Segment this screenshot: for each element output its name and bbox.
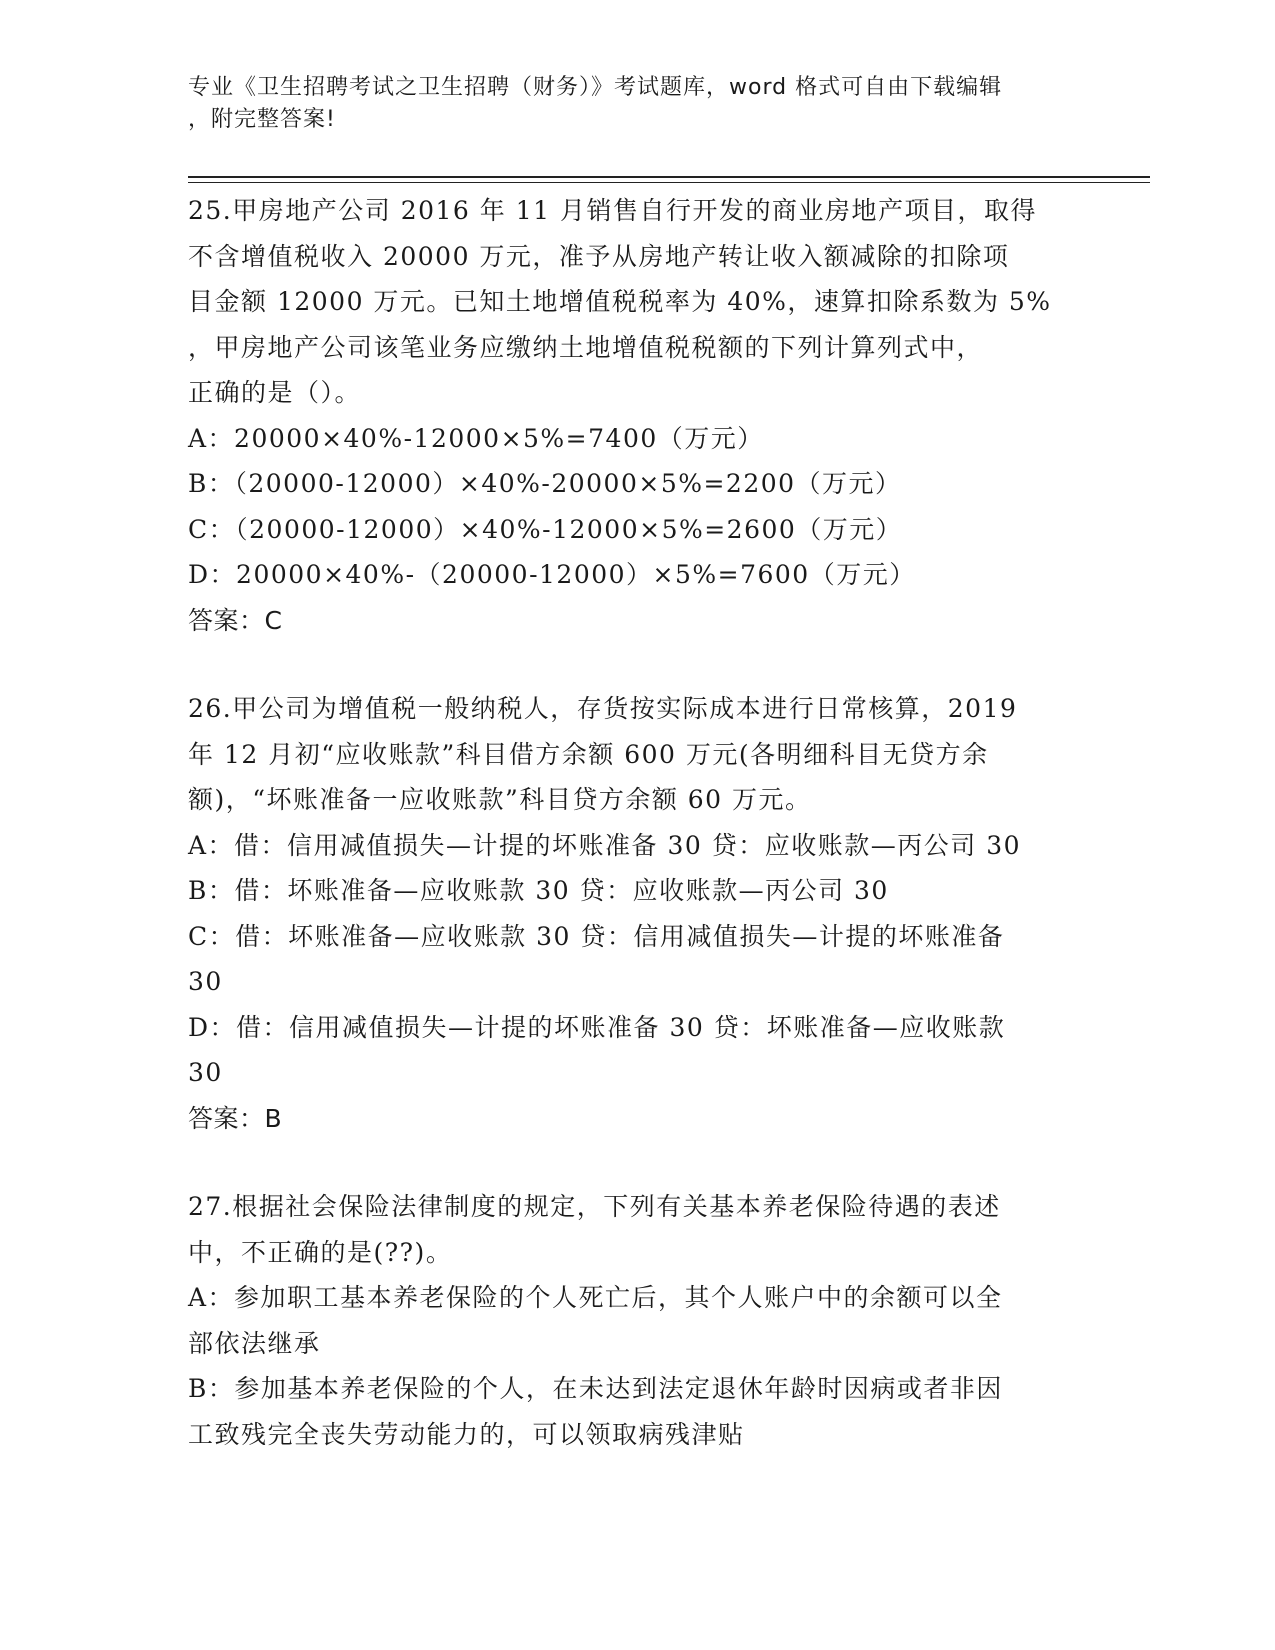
answer-line: 答案：B <box>188 1103 283 1133</box>
option-line: A：借：信用减值损失—计提的坏账准备 30 贷：应收账款—丙公司 30 <box>188 830 1022 860</box>
option-line: A：参加职工基本养老保险的个人死亡后，其个人账户中的余额可以全 <box>188 1283 1003 1312</box>
header-rule-thin <box>188 182 1150 183</box>
question-list <box>188 188 1088 1457</box>
question-block <box>188 188 1088 643</box>
header-line-2: ，附完整答案! <box>188 107 336 132</box>
option-line: D：20000×40%-（20000-12000）×5%=7600（万元） <box>188 560 916 589</box>
option-line: C：借：坏账准备—应收账款 30 贷：信用减值损失—计提的坏账准备 <box>188 921 1005 951</box>
header-rule-thick <box>188 176 1150 178</box>
question-stem-line: 额)，“坏账准备一应收账款”科目贷方余额 60 万元。 <box>188 785 812 814</box>
question-stem-line: ，甲房地产公司该笔业务应缴纳土地增值税税额的下列计算列式中， <box>188 332 984 362</box>
question-stem-line: 目金额 12000 万元。已知土地增值税税率为 40%，速算扣除系数为 5% <box>188 287 1052 316</box>
option-line: 工致残完全丧失劳动能力的，可以领取病残津贴 <box>188 1419 745 1449</box>
document-header <box>188 72 1068 136</box>
question-spacer <box>188 1141 1088 1184</box>
question-stem-line: 正确的是（）。 <box>188 378 362 407</box>
option-line: 30 <box>188 1058 223 1087</box>
answer-line: 答案：C <box>188 605 283 635</box>
question-stem-line: 25.甲房地产公司 2016 年 11 月销售自行开发的商业房地产项目，取得 <box>188 196 1037 225</box>
question-stem-line: 26.甲公司为增值税一般纳税人，存货按实际成本进行日常核算，2019 <box>188 694 1018 723</box>
option-line: B：（20000-12000）×40%-20000×5%=2200（万元） <box>188 469 902 498</box>
header-line-1: 专业《卫生招聘考试之卫生招聘（财务）》考试题库，word 格式可自由下载编辑 <box>188 75 1003 100</box>
question-stem-line: 27.根据社会保险法律制度的规定，下列有关基本养老保险待遇的表述 <box>188 1192 1001 1221</box>
option-line: A：20000×40%-12000×5%=7400（万元） <box>188 423 764 453</box>
question-stem-line: 中，不正确的是(??)。 <box>188 1237 453 1267</box>
option-line: 部依法继承 <box>188 1328 321 1358</box>
question-spacer <box>188 643 1088 686</box>
question-block <box>188 686 1088 1141</box>
question-stem-line: 年 12 月初“应收账款”科目借方余额 600 万元(各明细科目无贷方余 <box>188 739 989 769</box>
option-line: C：（20000-12000）×40%-12000×5%=2600（万元） <box>188 514 903 544</box>
option-line: B：借：坏账准备—应收账款 30 贷：应收账款—丙公司 30 <box>188 876 889 905</box>
question-block <box>188 1184 1088 1457</box>
question-stem-line: 不含增值税收入 20000 万元，准予从房地产转让收入额减除的扣除项 <box>188 241 1010 271</box>
option-line: B：参加基本养老保险的个人，在未达到法定退休年龄时因病或者非因 <box>188 1374 1003 1403</box>
option-line: D：借：信用减值损失—计提的坏账准备 30 贷：坏账准备—应收账款 <box>188 1012 1006 1042</box>
option-line: 30 <box>188 967 223 996</box>
